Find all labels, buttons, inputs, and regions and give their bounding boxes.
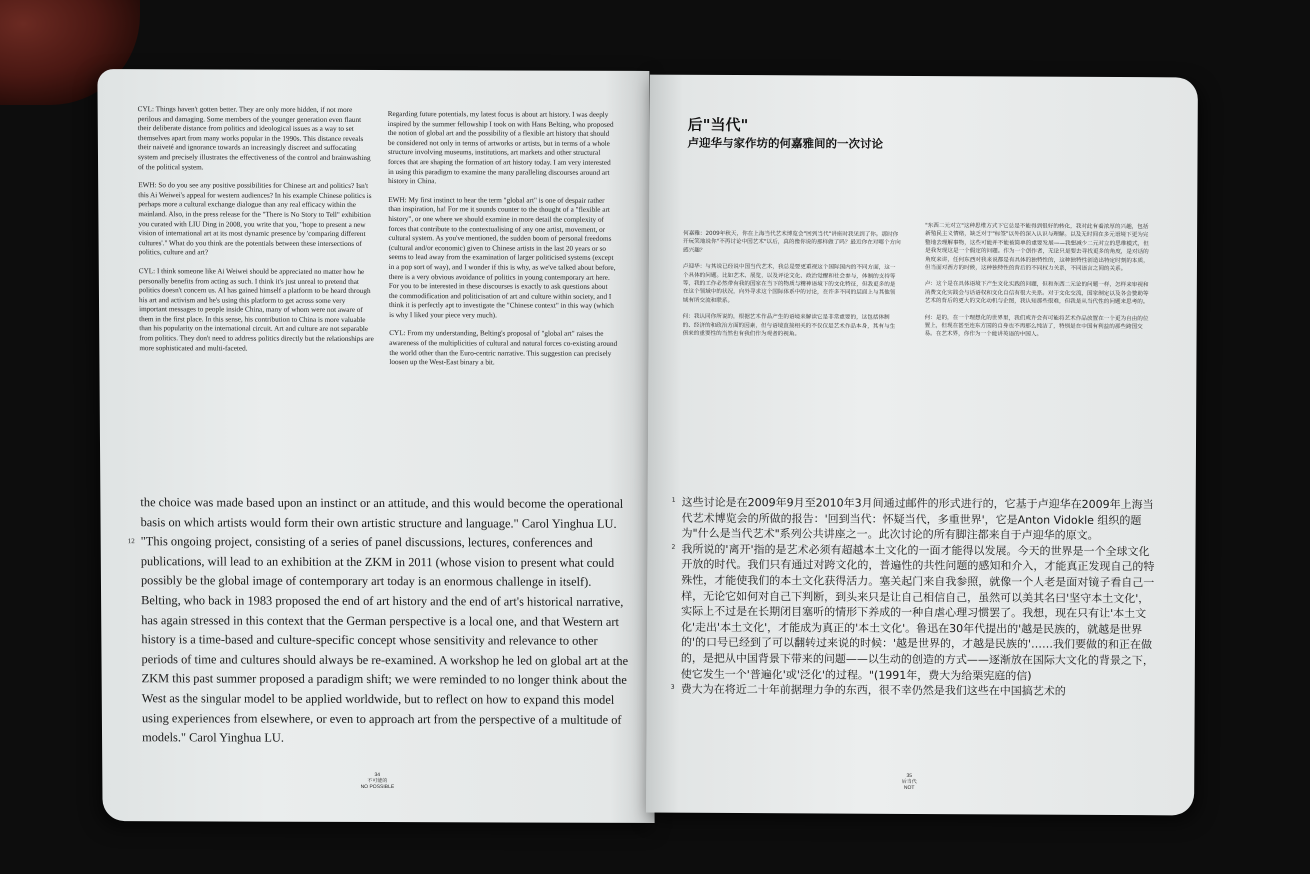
folio-left <box>342 772 412 790</box>
left-column-1 <box>138 105 376 363</box>
paragraph: CYL: Things haven't gotten better. They are only more hidden, if not more perilous and damaging. Some members of the younger generation even flaunt their deliberate distance from politics and ideological issues as a way to set themselves apart from many works popular in the 1990s. This distance reveals their naiveté and ignorance towards an increasingly discreet and suffocating system and precisely illustrates the effectiveness of the control and brainwashing of the political system. <box>137 105 371 171</box>
footnote-12 <box>127 532 632 749</box>
footnote-continuation: the choice was made based upon an instinct or an attitude, and this would become the operational basis on which artists would form their own artistic structure and language." Carol Yinghua LU. <box>140 495 624 531</box>
footnote <box>671 495 1159 544</box>
footnote-text: "This ongoing project, consisting of a series of panel discussions, lectures, conferences and publications, will lead to an exhibition at the ZKM in 2011 (whose vision to present what could possibly be the global image of contemporary art today is an enormous challenge in itself). Belting, who back in 1983 proposed the end of art history and the end of art's historical narrative, has again stressed in this context that the German perspective is a local one, and that Western art history is a time-based and culture-specific concept whose sensitivity and relevance to other periods of time and cultures should always be re-examined. A workshop he led on global art at the ZKM this past summer proposed a paradigm shift; we were reminded to no longer think about the West as the singular model to be applied worldwide, but to reflect on how to expand this model using experiences from elsewhere, or even to approach art from the perspective of a multitude of models." Carol Yinghua LU. <box>140 534 629 745</box>
left-page <box>97 69 654 823</box>
paragraph: 何：我认同你所说的，根据艺术作品产生的语境来解读它是非常重要的，这包括体制的、经济的和政治方面的因素，但与语境直接相关的不仅仅是艺术作品本身，其有与生俱来的重要性的当然也有我们作为观者的视角。 <box>682 313 896 338</box>
footnote-number: 2 <box>671 543 676 551</box>
folio-en: NO POSSIBLE <box>360 783 395 791</box>
folio-en: NOT <box>903 784 915 791</box>
footnote-number: 12 <box>127 537 135 546</box>
paragraph: 卢：这个是在具体语境下产生文化实践的问题，但和东西二元论的问题一样，怎样来审视和消费文化实践会与话语权和文化自信有很大关系。对于文化交流，国家制定以及各会赞助等艺术的背后的更大的文化动机与企图，我认知那些很难，但我是从当代性的问题来思考的。 <box>924 281 1149 306</box>
footnote-text: 这些讨论是在2009年9月至2010年3月间通过邮件的形式进行的，它基于卢迎华在2009年上海当代艺术博览会的所做的报告：'回到当代：怀疑当代，多重世界'，它是Anton Vidokle 组织的题为"什么是当代艺术"系列公共讲座之一。此次讨论的所有脚注都来自于卢迎华的原文。 <box>681 495 1154 543</box>
paragraph: CYL: From my understanding, Belting's proposal of "global art" raises the awareness of the multiplicities of cultural and natural forces co-existing around the world other than the Euro-centric narrative. This suggestion can precisely loosen up the West-East binary a bit. <box>389 329 618 367</box>
footnote <box>670 682 1159 700</box>
footnotes-block <box>127 493 632 749</box>
paragraph: Regarding future potentials, my latest focus is about art history. I was deeply inspired by the summer fellowship I took on with Hans Belting, who proposed the notion of global art and the possibility of a flexible art history that should be considered not only in terms of artworks or artists, but in terms of a whole structure involving museums, institutions, art markets and other structural forces that are shaping the formation of art history today. I am very interested in using this paradigm to examine the many paralleling discourses around art history in China. <box>387 110 614 186</box>
footnote-number: 3 <box>670 683 675 691</box>
right-column-1 <box>683 230 902 348</box>
paragraph: 何嘉雅：2009年秋天，你在上海当代艺术博览会"回到当代"讲座时我见到了你。那时你开玩笑地说你"不再讨论中国艺术"以后，真的像你说的那样做了吗？最近你在对哪个方向感兴趣？ <box>682 230 901 254</box>
title-line-1: 后"当代" <box>687 115 749 135</box>
paragraph: EWH: So do you see any positive possibilities for Chinese art and politics? Isn't this Ai Weiwei's appeal for western audiences? In his example Chinese politics is perhaps more a cultural exchange dialogue than any real efficacy within the mainland. Also, in the press release for the "There is No Story to Tell" exhibition you curated with LIU Ding in 2008, you write that you, "hope to present a new vision of international art at its most dynamic presence by 'comparing different cultures'." What do you think are the potentials between these intersections of politics, culture and art? <box>138 181 372 257</box>
page-number: 35 <box>906 772 913 779</box>
zh-footnotes-block <box>670 495 1160 700</box>
footnote-text: 我所说的'离开'指的是艺术必须有超越本土文化的一面才能得以发展。今天的世界是一个全球文化开放的时代。我们只有通过对跨文化的，普遍性的共性问题的感知和介入，才能真正发现自己的特殊性，才能使我们的本土文化获得活力。塞关起门来自我参照，就像一个人老是面对镜子看自己一样，无论它如何对自己下判断，到头来只是让自己相信自己，虽然可以美其名曰'坚守本土文化'，实际上不过是在长期闭目塞听的情形下养成的一种自虐心理习惯罢了。我想，现在只有让'本土文化'走出'本土文化'，才能成为真正的'本土文化'。鲁迅在30年代提出的'越是民族的，就越是世界的'的口号已经到了可以翻转过来说的时候：'越是世界的，才越是民族的'……我们要做的和正在做的，是把从中国背景下带来的问题——以生动的创造的方式——逐渐放在国际大文化的背景之下，使它发生一个'普遍化'或'泛化'的过程。"(1991年，费大为给栗宪庭的信) <box>680 542 1155 683</box>
paragraph: CYL: I think someone like Ai Weiwei should be appreciated no matter how he personally benefits from acting as such. I think it's just unreal to pretend that politics doesn't concern us. AI has gained himself a platform to be heard through his art and activism and he's using this platform to get across some very important messages to people inside China, many of whom were not aware of them in the first place. In this sense, his contribution to China is more valuable than his popularity on the international circuit. Art and culture are not separable from politics. They don't need to address politics directly but the relationships are more sophisticated and multi-faceted. <box>138 267 374 353</box>
folio-zh: 后当代 <box>901 778 917 785</box>
right-column-2 <box>925 222 1154 348</box>
article-title <box>688 115 1108 153</box>
footnote-number: 1 <box>671 496 676 504</box>
footnote <box>671 542 1160 685</box>
folio-zh: 不可能的 <box>367 777 388 785</box>
paragraph: 卢迎华：与其说已经说中国当代艺术，我总是要更重视这个国际国内的不同方面，这一个具体的问题。比如艺术、展览，以及评论文化、政治觉醒和社会参与，体制的支持等等，我的工作必然带有我的国家在当下的物质与精神语境下的文化特征，但我更多的是在这个领域中的状况，向外寻求这个国际体系中的讨论，在许多不同的层面上与其他领域有所交流和联系。 <box>682 263 896 304</box>
paragraph: 何：是的，在一个理想化的世界里，我们或许会有可能将艺术作品放置在一个更为自由的位置上，但现在甚至连东方国的自身也不再那么纯洁了，特别是在中国有利益的那些跨国交易。在艺术界，你作为一个能讲英语的中国人。 <box>924 314 1149 339</box>
right-page <box>646 75 1198 816</box>
page-number: 34 <box>374 772 381 779</box>
paragraph: EWH: My first instinct to hear the term "global art" is one of despair rather than inspiration, ha! For me it sounds counter to the thought of a "flexible art history", or one where we should examine in more detail the complexity of forces that contribute to the contextualising of any one artist, movement, or cultural system. As you've mentioned, the sudden boom of personal freedoms (cultural and/or economic) given to Chinese artists in the last 20 years or so seems to lead away from the examination of larger politicised systems (except in a pop sort of way), and I wonder if this is why, as we've talked about before, there is a very obvious avoidance of politics in young contemporary art here. For you to be interested in these discourses is exactly to ask questions about the commodification and politicisation of art and culture within society, and I think it is perfectly apt to investigate the "Chinese context" in this way (which is why I liked your piece very much). <box>388 195 616 320</box>
footnote-text: 费大为在将近二十年前据理力争的东西，很不幸仍然是我们这些在中国搞艺术的 <box>680 682 1066 698</box>
left-column-2 <box>388 110 618 378</box>
folio-right <box>874 773 944 791</box>
title-line-2: 卢迎华与家作坊的何嘉雅间的一次讨论 <box>687 135 884 151</box>
paragraph: "东西二元对立"这种思维方式下它总是不能得到很好的转化，我对此有着浓厚的兴趣，包括新殖民主义情绪，缺乏对于"标签"以外的深入认识与理解。以及无时间在多元语境下更为完整地去理解事物，这些可能并不能被简单的重要发展——我想减少二元对立的思维模式，但是我发现这是一个假定的问题。作为一个创作者，无论只是要去寻找更多的角度，是对话的角度来讲，任何东西对我来说都是有具体的独特性的，这种独特性创造出特定时刻的本质，但当面对西方的时候，这种独特性的背后的不同权力关系，不同语言之间的关系。 <box>924 223 1149 273</box>
